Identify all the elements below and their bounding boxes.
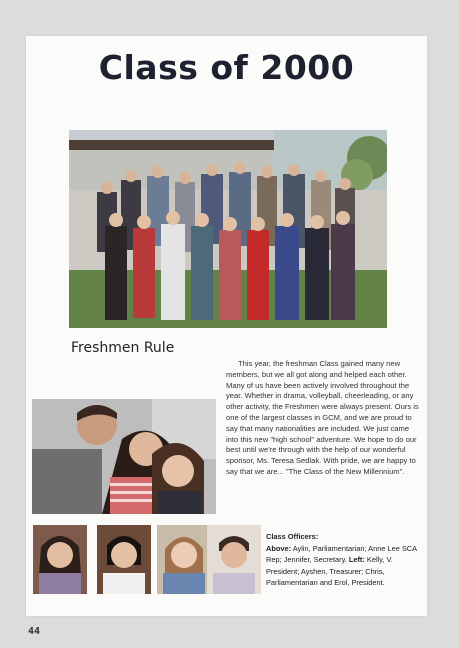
officer-photo-aylin xyxy=(33,525,87,594)
yearbook-page xyxy=(26,36,427,616)
officer-photo-4-illustration xyxy=(207,525,261,594)
officers-left-label: Left: xyxy=(348,555,365,565)
friends-photo xyxy=(32,399,216,514)
page-number: 44 xyxy=(28,626,41,637)
article-body: This year, the freshman Class gained many new members, but we all got along and helped each other. Many of us have been actively involved throughout the year. Whether in drama, volleyball, cheerleading, or any other activity, the Freshmen were always present. Ours is one of the largest classes in GCM, and we are proud to say that many nationalities are included. We just came into this new "high school" adventure. We hope to do our best until we're through with the help of our wonderful sponsor, Ms. Teresa Sedlak. With pride, we are happy to say that we are... "The Class of the New Millennium". xyxy=(226,359,419,476)
class-group-photo xyxy=(69,130,387,328)
officers-above-label: Above: xyxy=(266,543,292,553)
officer-photo-jennifer xyxy=(157,525,211,594)
class-group-photo-illustration xyxy=(69,130,387,328)
section-heading: Freshmen Rule xyxy=(71,340,175,356)
officers-left-text: Kelly, V. President; Ayshen, Treasurer; Chris, Parliamentarian and Erol, President. xyxy=(266,555,393,588)
officer-photo-anne-lee xyxy=(97,525,151,594)
officers-above-text: Aylin, Parliamentarian; Anne Lee SCA Rep; Jennifer, Secretary. xyxy=(266,543,417,565)
class-officers-caption xyxy=(266,531,426,589)
officers-heading: Class Officers: xyxy=(266,532,319,541)
friends-photo-illustration xyxy=(32,399,216,514)
officer-photo-4 xyxy=(207,525,261,594)
officer-photo-1-illustration xyxy=(33,525,87,594)
officer-photo-3-illustration xyxy=(157,525,211,594)
officer-photo-2-illustration xyxy=(97,525,151,594)
page-title: Class of 2000 xyxy=(98,48,355,87)
